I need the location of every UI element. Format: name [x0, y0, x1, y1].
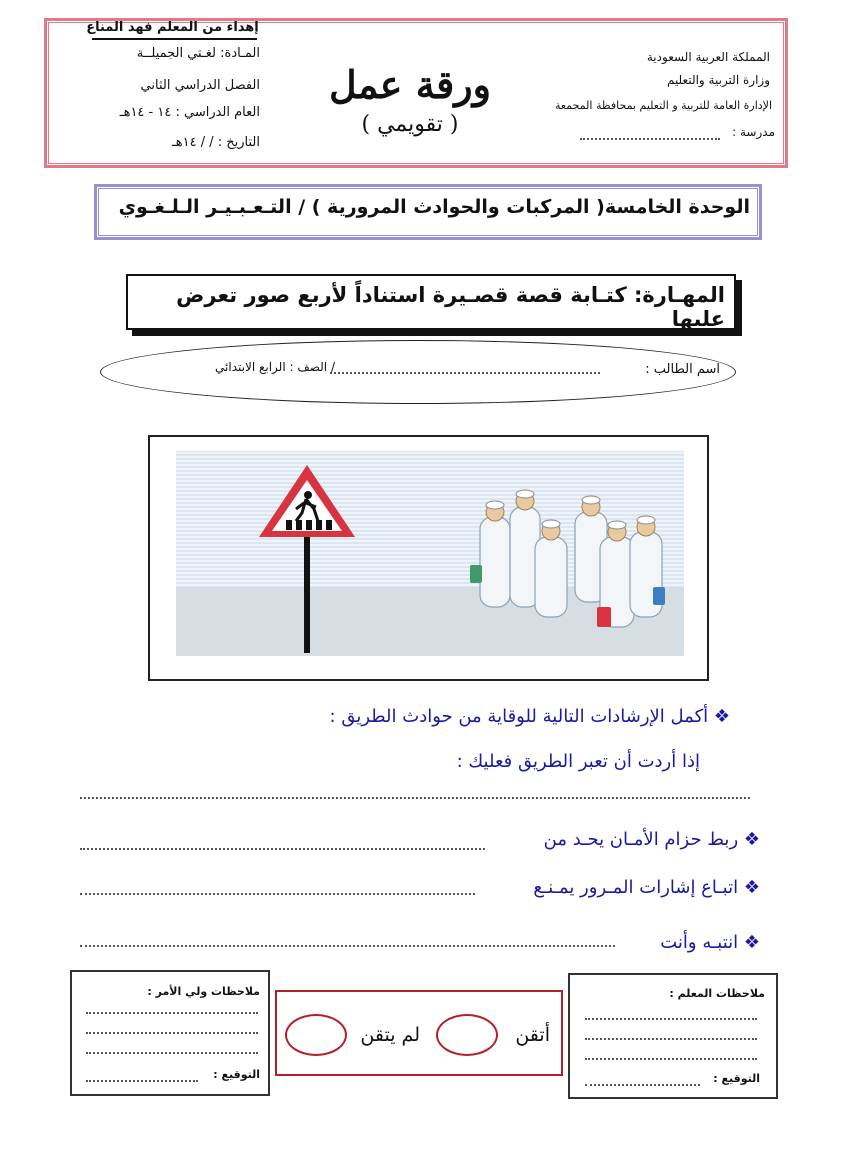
answer-line-2[interactable] — [80, 848, 485, 850]
year-label: العام الدراسي : ١٤ - ١٤هـ — [119, 105, 260, 120]
answer-line-3[interactable] — [80, 893, 475, 895]
instruction-sub: إذا أردت أن تعبر الطريق فعليك : — [456, 751, 700, 772]
skill-title: المهـارة: كتـابة قصة قصـيرة استناداً لأربع صور تعرض عليها — [176, 283, 725, 331]
student-name-field[interactable] — [330, 372, 600, 374]
student-name-label: اسم الطالب : — [645, 362, 720, 377]
parent-signature-label: التوقيع : — [213, 1068, 260, 1081]
answer-line-1[interactable] — [80, 797, 750, 799]
semester-label: الفصل الدراسي الثاني — [140, 78, 260, 93]
bullet-seatbelt: ❖ ربط حزام الأمـان يحـد من — [543, 829, 760, 850]
worksheet-title: ورقة عمل — [329, 62, 491, 107]
parent-notes-title: ملاحظات ولي الأمر : — [147, 985, 260, 998]
ministry-label: وزارة التربية والتعليم — [666, 73, 770, 87]
bullet-attention: ❖ انتبـه وأنت — [660, 932, 760, 953]
teacher-note-line[interactable] — [585, 1018, 757, 1020]
school-label: مدرسة : — [732, 125, 775, 139]
bullet-traffic-signals: ❖ اتبـاع إشارات المـرور يمـنـع — [533, 877, 760, 898]
student-grade-label: / الصف : الرابع الابتدائي — [215, 360, 335, 374]
directorate-label: الإدارة العامة للتربية و التعليم بمحافظة المجمعة — [555, 99, 772, 112]
date-label: التاريخ : / / ١٤هـ — [171, 135, 260, 150]
instruction-main: ❖ أكمل الإرشادات التالية للوقاية من حوادث الطريق : — [329, 706, 730, 727]
mastered-circle[interactable] — [436, 1014, 498, 1056]
subject-label: المـادة: لغـتي الجميلــة — [136, 46, 260, 61]
road-crossing-illustration — [150, 437, 707, 679]
parent-note-line[interactable] — [86, 1012, 258, 1014]
teacher-signature-label: التوقيع : — [713, 1072, 760, 1085]
school-field-line — [580, 138, 720, 140]
dedication-underline — [92, 38, 257, 40]
teacher-note-line[interactable] — [585, 1058, 757, 1060]
teacher-signature-line[interactable] — [585, 1084, 700, 1086]
country-label: المملكة العربية السعودية — [646, 50, 770, 64]
teacher-notes-title: ملاحظات المعلم : — [669, 987, 765, 1000]
road-crossing-picture — [148, 435, 709, 681]
not-mastered-label: لم يتقن — [360, 1024, 420, 1046]
parent-note-line[interactable] — [86, 1052, 258, 1054]
not-mastered-circle[interactable] — [285, 1014, 347, 1056]
dedication-label: إهداء من المعلم فهد المناع — [86, 20, 259, 35]
worksheet-subtitle: ( تقويمي ) — [361, 112, 459, 137]
parent-signature-line[interactable] — [86, 1080, 198, 1082]
mastered-label: أتقن — [515, 1024, 550, 1046]
unit-title: الوحدة الخامسة( المركبات والحوادث المرورية ) / التـعـبـيـر الـلـغـوي — [118, 196, 750, 218]
teacher-note-line[interactable] — [585, 1038, 757, 1040]
parent-note-line[interactable] — [86, 1032, 258, 1034]
sign-pole — [304, 537, 310, 653]
answer-line-4[interactable] — [80, 945, 615, 947]
